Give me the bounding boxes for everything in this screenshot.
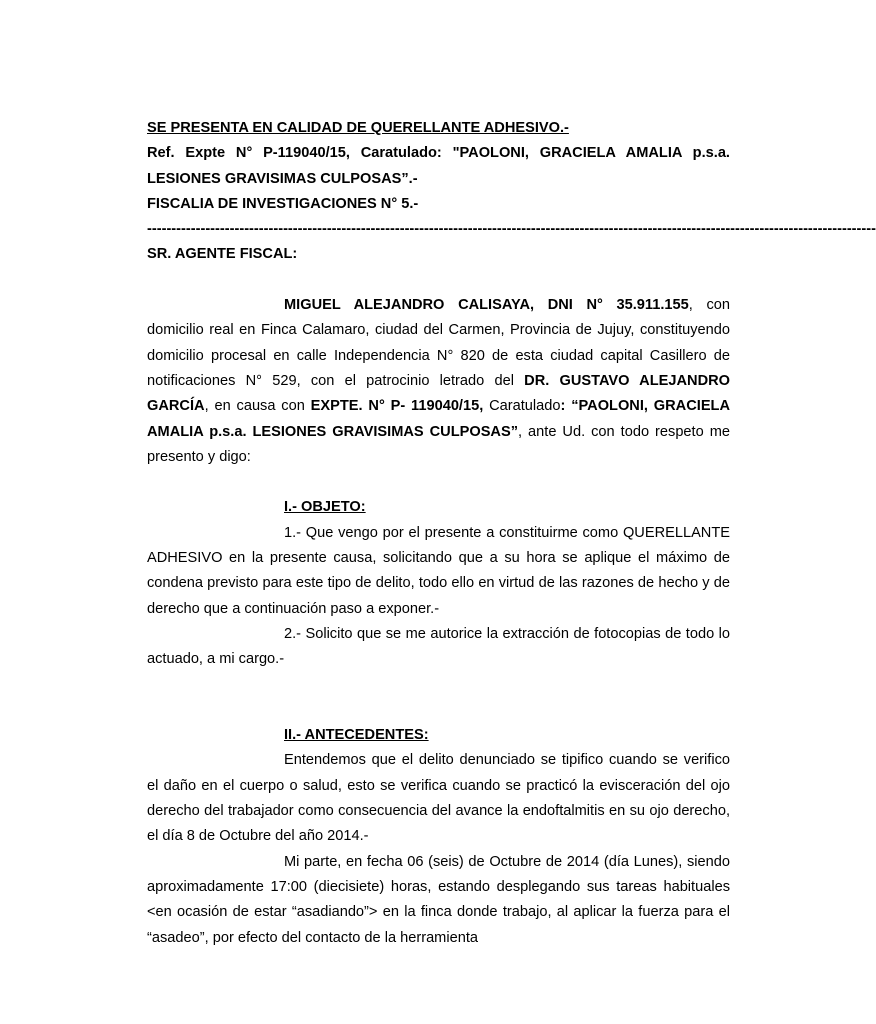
antecedentes-paragraph-1: Entendemos que el delito denunciado se tipifico cuando se verifico el daño en el cuerpo o salud, esto se verifica cuando se practicó la evisceración del ojo derecho del trabajador como consecuencia del avance la endoftalmitis en su ojo derecho, el día 8 de Octubre del año 2014.- [147, 752, 730, 845]
section-heading-antecedentes: II.- ANTECEDENTES: [284, 727, 429, 744]
intro-paragraph: MIGUEL ALEJANDRO CALISAYA, DNI N° 35.911.155, con domicilio real en Finca Calamaro, ciudad del Carmen, Provincia de Jujuy, constituyendo domicilio procesal en calle Independencia N° 820 de esta ciudad capital Casillero de notificaciones N° 529, con el patrocinio letrado del DR. GUSTAVO ALEJANDRO GARCÍA, en causa con EXPTE. N° P- 119040/15, Caratulado: “PAOLONI, GRACIELA AMALIA p.s.a. LESIONES GRAVISIMAS CULPOSAS”, ante Ud. con todo respeto me presento y digo: [147, 297, 731, 465]
antecedentes-paragraph-2: Mi parte, en fecha 06 (seis) de Octubre de 2014 (día Lunes), siendo aproximadamente 17:00 (diecisiete) horas, estando desplegando sus tareas habituales <en ocasión de estar “asadiando”> en la finca donde trabajo, al aplicar la fuerza para el “asadeo”, por efecto del contacto de la herramienta [147, 853, 730, 946]
document-title: SE PRESENTA EN CALIDAD DE QUERELLANTE ADHESIVO.- [147, 120, 569, 136]
petitioner-name: MIGUEL ALEJANDRO CALISAYA, DNI N° 35.911.155 [284, 297, 689, 314]
separator-dashes: ------------------------------------------------------------------------------------------------------------------------------------------------------ [147, 221, 876, 238]
objeto-paragraph-2: 2.- Solicito que se me autorice la extracción de fotocopias de todo lo actuado, a mi cargo.- [147, 625, 730, 668]
case-title: : “PAOLONI, GRACIELA AMALIA p.s.a. LESIONES GRAVISIMAS CULPOSAS” [147, 398, 731, 440]
fiscalia-line: FISCALIA DE INVESTIGACIONES N° 5.- [147, 195, 419, 212]
section-heading-objeto: I.- OBJETO: [284, 499, 366, 516]
lawyer-name: DR. GUSTAVO ALEJANDRO GARCÍA [147, 372, 730, 415]
document-body [147, 116, 876, 951]
reference-line-2: LESIONES GRAVISIMAS CULPOSAS”.- [147, 170, 418, 187]
objeto-paragraph-1: 1.- Que vengo por el presente a constituirme como QUERELLANTE ADHESIVO en la presente causa, solicitando que a su hora se aplique el máximo de condena previsto para este tipo de delito, todo ello en virtud de las razones de hecho y de derecho que a continuación paso a exponer.- [147, 524, 730, 617]
expediente-number: EXPTE. N° P- 119040/15, [310, 398, 484, 415]
salutation: SR. AGENTE FISCAL: [147, 246, 298, 263]
reference-line-1: Ref. Expte N° P-119040/15, Caratulado: "PAOLONI, GRACIELA AMALIA p.s.a. [147, 145, 730, 162]
